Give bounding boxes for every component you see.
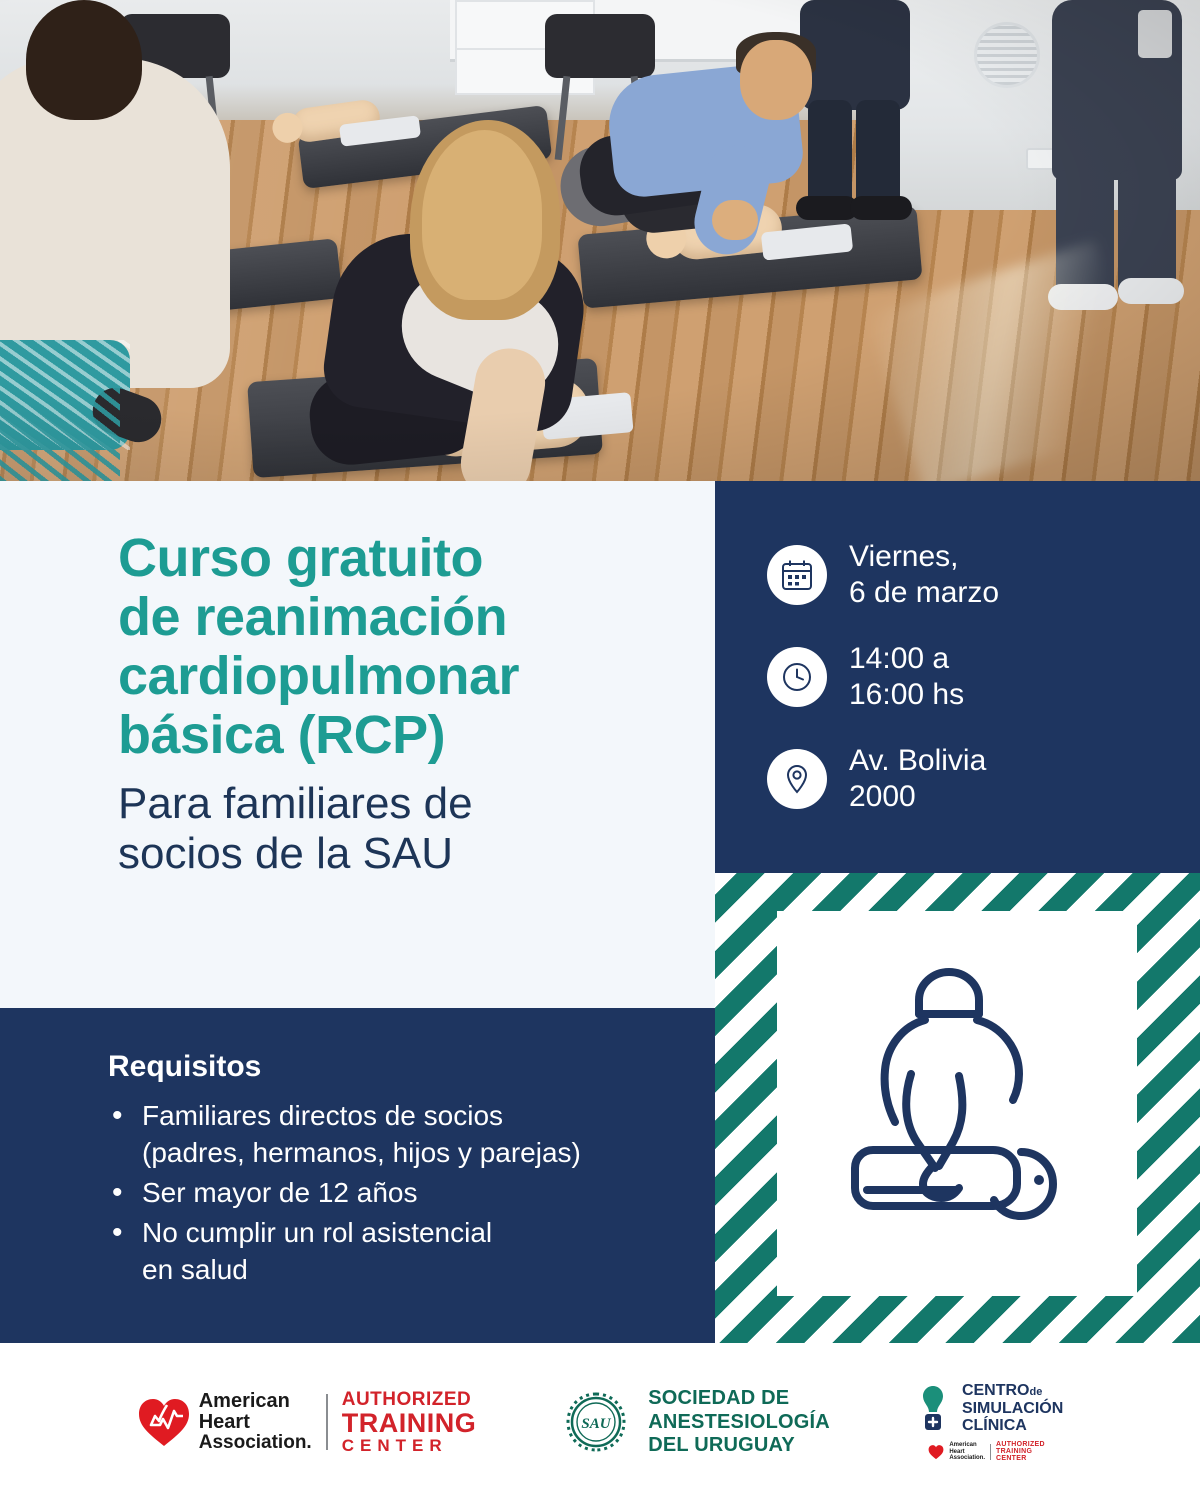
- title-line-3: cardiopulmonar: [118, 646, 520, 707]
- event-time-row: [767, 641, 1200, 713]
- csc-mark-icon: [910, 1382, 956, 1434]
- decorative-hatch: [0, 370, 120, 481]
- location-pin-icon: [767, 749, 827, 809]
- course-title: [118, 529, 678, 764]
- title-line-2: de reanimación: [118, 587, 508, 648]
- csc-wordmark: [962, 1382, 1063, 1435]
- requirement-3-line-2: en salud: [142, 1254, 248, 1286]
- event-date-line-2: 6 de marzo: [849, 576, 1000, 610]
- subtitle-line-2: socios de la SAU: [118, 829, 454, 879]
- requirement-2-line-1: Ser mayor de 12 años: [142, 1177, 418, 1209]
- title-line-1: Curso gratuito: [118, 528, 483, 589]
- requirements-title: Requisitos: [108, 1050, 262, 1084]
- participant-performing-compressions: [300, 120, 640, 460]
- mini-aha-wordmark: [949, 1442, 985, 1461]
- svg-text:SAU: SAU: [581, 1416, 611, 1433]
- aha-wordmark: [199, 1391, 312, 1454]
- csc-main: [910, 1382, 1063, 1435]
- requirement-item: [108, 1098, 715, 1172]
- aha-heart-icon: [137, 1396, 191, 1448]
- mini-atc-line-3: CENTER: [996, 1455, 1027, 1463]
- illustration-panel: [715, 873, 1200, 1343]
- authorized-training-center-wordmark: [342, 1390, 477, 1454]
- foreground-participant: [0, 0, 240, 420]
- event-date-row: [767, 539, 1200, 611]
- mini-aha-line-2: Heart: [949, 1448, 965, 1455]
- american-heart-association-logo: [137, 1390, 476, 1454]
- page-title: [118, 529, 678, 880]
- sau-line-2: ANESTESIOLOGÍA: [648, 1410, 830, 1433]
- content-area: [0, 481, 1200, 1500]
- event-location-line-2: 2000: [849, 780, 916, 814]
- csc-line-1: [962, 1382, 1063, 1400]
- aha-line-1: American: [198, 1390, 290, 1413]
- requirement-3-line-1: No cumplir un rol asistencial: [142, 1217, 493, 1249]
- csc-line-1-main: CENTRO: [961, 1381, 1030, 1399]
- event-date-text: [849, 539, 999, 611]
- cpr-training-photo: [0, 0, 1200, 481]
- subtitle-line-1: Para familiares de: [118, 778, 473, 828]
- requirement-1-line-2: (padres, hermanos, hijos y parejas): [142, 1137, 581, 1169]
- sau-seal-icon: [556, 1382, 636, 1462]
- mini-atc-wordmark: [996, 1441, 1045, 1463]
- clock-icon: [767, 647, 827, 707]
- event-location-line-1: Av. Bolivia: [849, 744, 987, 778]
- sau-wordmark: [648, 1387, 830, 1458]
- sau-logo: [556, 1382, 830, 1462]
- requirement-item: [108, 1215, 715, 1289]
- atc-line-3: CENTER: [341, 1436, 448, 1456]
- sau-line-3: DEL URUGUAY: [648, 1434, 795, 1457]
- csc-line-2: SIMULACIÓN: [961, 1399, 1064, 1417]
- event-time-line-2: 16:00 hs: [849, 678, 965, 712]
- event-time-text: [849, 641, 964, 713]
- mini-aha-heart-icon: [928, 1444, 944, 1460]
- event-date-line-1: Viernes,: [849, 540, 959, 574]
- event-details-panel: [715, 481, 1200, 873]
- atc-line-2: TRAINING: [341, 1407, 477, 1438]
- mini-atc-line-2: TRAINING: [996, 1448, 1033, 1456]
- mini-atc-line-1: AUTHORIZED: [996, 1440, 1045, 1448]
- logo-divider: [326, 1394, 328, 1450]
- requirements-list: [108, 1098, 715, 1289]
- cpr-compression-illustration: [777, 911, 1137, 1296]
- event-time-line-1: 14:00 a: [849, 642, 950, 676]
- aha-line-3: Association.: [198, 1432, 312, 1454]
- mini-logo-divider: [990, 1444, 991, 1460]
- sau-line-1: SOCIEDAD DE: [648, 1386, 790, 1409]
- mini-aha-line-3: Association.: [949, 1454, 985, 1461]
- atc-line-1: AUTHORIZED: [341, 1389, 472, 1411]
- csc-line-3: CLÍNICA: [961, 1417, 1027, 1435]
- title-line-4: básica (RCP): [118, 704, 446, 765]
- csc-aha-badge: [928, 1441, 1045, 1463]
- requirements-panel: [0, 1008, 715, 1343]
- course-subtitle: [118, 779, 678, 880]
- event-location-text: [849, 743, 986, 815]
- requirement-1-line-1: Familiares directos de socios: [142, 1100, 504, 1132]
- calendar-icon: [767, 545, 827, 605]
- requirement-item: [108, 1175, 715, 1212]
- mini-aha-line-1: American: [949, 1442, 977, 1449]
- event-location-row: [767, 743, 1200, 815]
- centro-simulacion-clinica-logo: [910, 1382, 1063, 1463]
- footer-logos: [0, 1343, 1200, 1500]
- csc-line-1-suffix: de: [1029, 1385, 1043, 1398]
- aha-line-2: Heart: [198, 1411, 250, 1434]
